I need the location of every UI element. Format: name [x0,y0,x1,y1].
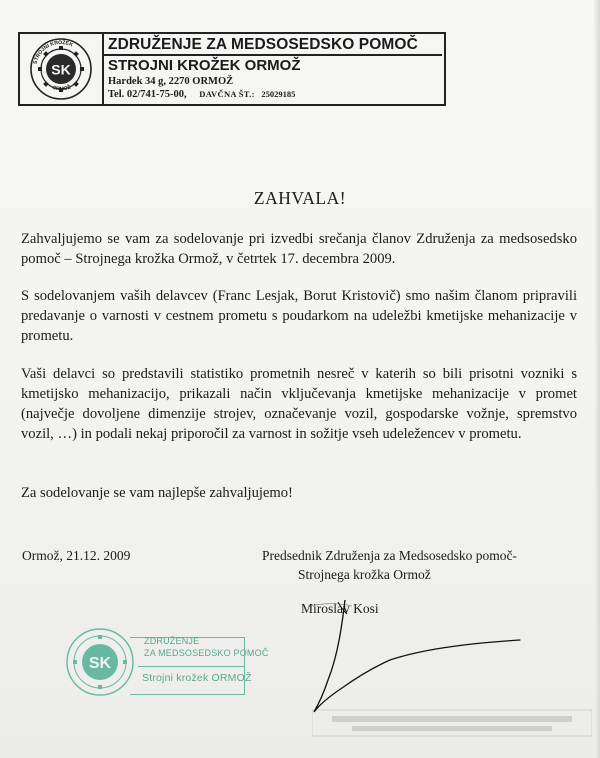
paragraph-thanks: Za sodelovanje se vam najlepše zahvaljujemo! [21,485,293,501]
stamp-text-line2: ZA MEDSOSEDSKO POMOČ [144,648,269,658]
svg-text:ORMOŽ: ORMOŽ [51,84,72,93]
svg-text:SK: SK [51,61,71,78]
tax-number: 25029185 [261,89,296,99]
letter-title: ZAHVALA! [253,188,347,208]
stamp-divider [138,666,244,667]
stamp-text-line1: ZDRUŽENJE [144,636,200,646]
organization-subname: STROJNI KROŽEK ORMOŽ [108,57,301,74]
organization-contact [108,88,442,101]
paragraph-intro: Zahvaljujemo se vam za sodelovanje pri izvedbi srečanja članov Združenja za medsosedsko pomoč – Strojnega krožka Ormož, v četrtek 17. decembra 2009. [21,231,577,267]
phone-number: Tel. 02/741-75-00, [108,89,187,100]
paragraph-workers: S sodelovanjem vaših delavcev (Franc Lesjak, Borut Kristovič) smo našim članom pripravili predavanje o varnosti v cestnem prometu s poudarkom na udeležbi kmetijske mehanizacije v prometu. [21,288,577,344]
faded-watermark [312,704,592,744]
paragraph-presentation: Vaši delavci so predstavili statistiko prometnih nesreč v katerih so bili prisotni vozniki s kmetijsko mehanizacijo, prikazali način vključevanja kmetijske mehanizacije v promet (največje dovoljene dimenzije strojev, označevanje vozil, gospodarske vožnje, spremstvo vozil, …) in podali nekaj priporočil za varnost in sožitje vseh udeležencev v prometu. [21,366,577,442]
stamp-text-line3: Strojni krožek ORMOŽ [142,672,252,684]
letterhead [18,32,446,106]
handwritten-signature [290,600,530,720]
signatory-title-line1: Predsednik Združenja za Medsosedsko pomoč- [262,548,517,563]
organization-name: ZDRUŽENJE ZA MEDSOSEDSKO POMOČ [102,36,442,56]
svg-text:STROJNI KROŽEK: STROJNI KROŽEK [32,39,74,65]
tax-label: DAVČNA ŠT.: [199,89,255,99]
svg-text:SK: SK [88,655,112,672]
signatory-title-line2: Strojnega krožka Ormož [298,567,431,582]
page-edge-shadow [594,0,600,758]
letterhead-text [108,36,442,101]
organization-stamp [62,622,269,702]
place-and-date: Ormož, 21.12. 2009 [22,548,131,563]
stamp-seal-icon [62,622,138,702]
sk-round-logo-icon [24,36,98,102]
logo-cell [20,34,104,104]
organization-address: Hardek 34 g, 2270 ORMOŽ [108,76,234,87]
signatory-name: Miroslav Kosi [301,601,379,616]
